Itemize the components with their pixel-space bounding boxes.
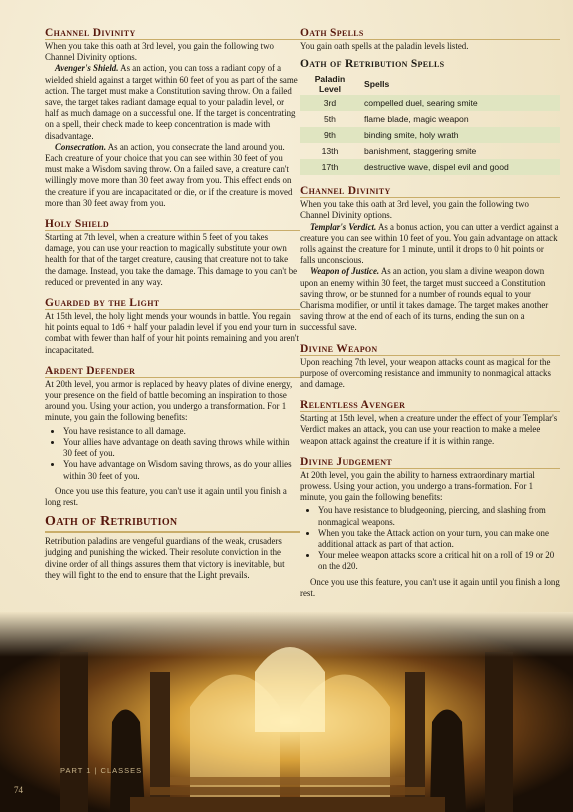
avengers-shield-text: As an action, you can toss a radiant copy of a wielded shield against a target within 60 feet of you as part of the same action. The target must make a Constitution saving throw. On a failed save, the target takes radiant damage equal to your paladin level, or half as much damage on a successful one. If the target is concentrating on a spell, their check made to keep concentration is made with disadvantage.: [45, 63, 298, 141]
page-number: 74: [14, 785, 23, 795]
list-item: • Your melee weapon attacks score a critical hit on a roll of 19 or 20 on the d20.: [318, 550, 560, 572]
list-item: • You have resistance to bludgeoning, piercing, and slashing from nonmagical weapons.: [318, 505, 560, 527]
weapon-of-justice-text: As an action, you slam a divine weapon down upon an enemy within 30 feet, the target must succeed a Constitution saving throw, or be stunned for a number of rounds equal to your Charisma modifier, or until it takes damage. The target makes another saving throw at the end of each of its turns, ending the sun on a successful save.: [300, 266, 549, 333]
oath-spells-heading: Oath Spells: [300, 27, 560, 40]
holy-shield-text: Starting at 7th level, when a creature within 5 feet of you takes damage, you can use your reaction to magically substitute your own health for that of the target creature, causing that creature not to take the damage. Instead, you take the damage. This damage to you can't be reduced or prevented in any way.: [45, 232, 298, 287]
oath-of-retribution-heading: Oath of Retribution: [45, 514, 300, 533]
ardent-defender-heading: Ardent Defender: [45, 365, 300, 378]
list-item: • You have advantage on Wisdom saving throws, as do your allies within 30 feet of you.: [63, 459, 300, 481]
table-cell-level: 9th: [300, 127, 360, 143]
templars-verdict-paragraph: [300, 222, 560, 267]
divine-judgement-heading: Divine Judgement: [300, 456, 560, 469]
footer-section-label: PART 1 | CLASSES: [60, 766, 143, 775]
guarded-by-the-light-heading: Guarded by the Light: [45, 297, 300, 310]
table-cell-level: 5th: [324, 114, 336, 125]
weapon-of-justice-paragraph: [300, 266, 560, 333]
table-cell-spells: banishment, staggering smite: [364, 146, 477, 157]
channel-divinity-intro: When you take this oath at 3rd level, you gain the following two Channel Divinity options.: [45, 41, 274, 63]
channel-divinity-heading: Channel Divinity: [45, 27, 300, 40]
table-row: [300, 159, 560, 175]
list-item: • When you take the Attack action on your turn, you can make one additional attack as part of that action.: [318, 528, 560, 550]
table-cell-spells: destructive wave, dispel evil and good: [360, 159, 560, 175]
divine-judgement-list: [300, 505, 560, 572]
divine-judgement-closing: Once you use this feature, you can't use it again until you finish a long rest.: [300, 576, 560, 598]
relentless-avenger-heading: Relentless Avenger: [300, 399, 560, 412]
divine-judgement-text: At 20th level, you gain the ability to harness extraordinary martial prowess. Using your action, you undergo a trans-formation. For 1 minute, you gain the following benefits:: [300, 469, 535, 503]
relentless-avenger-text: Starting at 15th level, when a creature under the effect of your Templar's Verdict makes an attack, you can use your reaction to make a melee weapon attack against the creature if it is within range.: [300, 413, 558, 446]
guarded-by-the-light-text: At 15th level, the holy light mends your wounds in battle. You regain hit points equal to 1d6 + half your paladin level if you end your turn in combat with fewer than half of your hit points remaining and you aren't incapacitated.: [45, 311, 299, 355]
table-cell-spells: compelled duel, searing smite: [360, 95, 560, 111]
avengers-shield-label: Avenger's Shield.: [55, 63, 119, 74]
table-row: [300, 95, 560, 111]
spells-table: [300, 73, 560, 175]
ardent-defender-text: At 20th level, you armor is replaced by heavy plates of divine energy, your presence on the field of battle becoming an inspiration to those around you. Using your action, you undergo a transformation. For 1 minute, you gain the following benefits:: [45, 378, 293, 423]
oath-of-retribution-text: Retribution paladins are vengeful guardians of the weak, crusaders judging and punishing the wicked. Their resolute conviction in the divine order of all things assures them that victory is inevitable, but they will fight to the end to ensure that the Light prevails.: [45, 536, 285, 580]
divine-weapon-text: Upon reaching 7th level, your weapon attacks count as magical for the purpose of overcoming resistance and immunity to nonmagical attacks and damage.: [300, 356, 551, 390]
consecration-text: As an action, you consecrate the land around you. Each creature of your choice that you can see within 30 feet of you must make a Wisdom saving throw. On a failed save, a creature can't willingly move more than 30 feet away from you. This effect ends on the creature if you are incapacitated or die, or if the creature is moved more than 30 feet away from you.: [45, 141, 293, 208]
cathedral-illustration: [0, 612, 573, 812]
oath-spells-text: You gain oath spells at the paladin levels listed.: [300, 41, 469, 51]
column-header-spells: Spells: [364, 79, 390, 90]
spells-table-title: Oath of Retribution Spells: [300, 58, 445, 71]
avengers-shield-paragraph: [45, 63, 300, 141]
weapon-of-justice-label: Weapon of Justice.: [310, 266, 380, 277]
table-cell-spells: binding smite, holy wrath: [360, 127, 560, 143]
table-row: [300, 127, 560, 143]
table-cell-level: 13th: [321, 146, 339, 157]
table-row: [300, 111, 560, 127]
templars-verdict-text: As a bonus action, you can utter a verdict against a creature you can see within 10 feet of you. You gain advantage on attack rolls against the creature for 1 minute, until it drops to 0 hit points or falls unconscious.: [300, 221, 559, 266]
column-header-level: Paladin Level: [314, 74, 346, 95]
ardent-defender-closing: Once you use this feature, you can't use it again until you finish a long rest.: [45, 485, 287, 507]
left-column: [45, 27, 300, 590]
list-item: • Your allies have advantage on death saving throws while within 30 feet of you.: [63, 437, 300, 459]
list-item: • You have resistance to all damage.: [63, 426, 300, 437]
consecration-label: Consecration.: [55, 141, 107, 152]
table-cell-spells: flame blade, magic weapon: [364, 114, 469, 125]
table-row: [300, 143, 560, 159]
ardent-defender-list: [45, 426, 300, 482]
table-cell-level: 3rd: [300, 95, 360, 111]
templars-verdict-label: Templar's Verdict.: [310, 221, 377, 232]
channel-divinity-intro: When you take this oath at 3rd level, you gain the following two Channel Divinity options.: [300, 199, 529, 221]
table-cell-level: 17th: [300, 159, 360, 175]
divine-weapon-heading: Divine Weapon: [300, 343, 560, 356]
consecration-paragraph: [45, 142, 300, 209]
channel-divinity-heading: Channel Divinity: [300, 185, 560, 198]
holy-shield-heading: Holy Shield: [45, 218, 300, 231]
right-column: [300, 27, 560, 608]
